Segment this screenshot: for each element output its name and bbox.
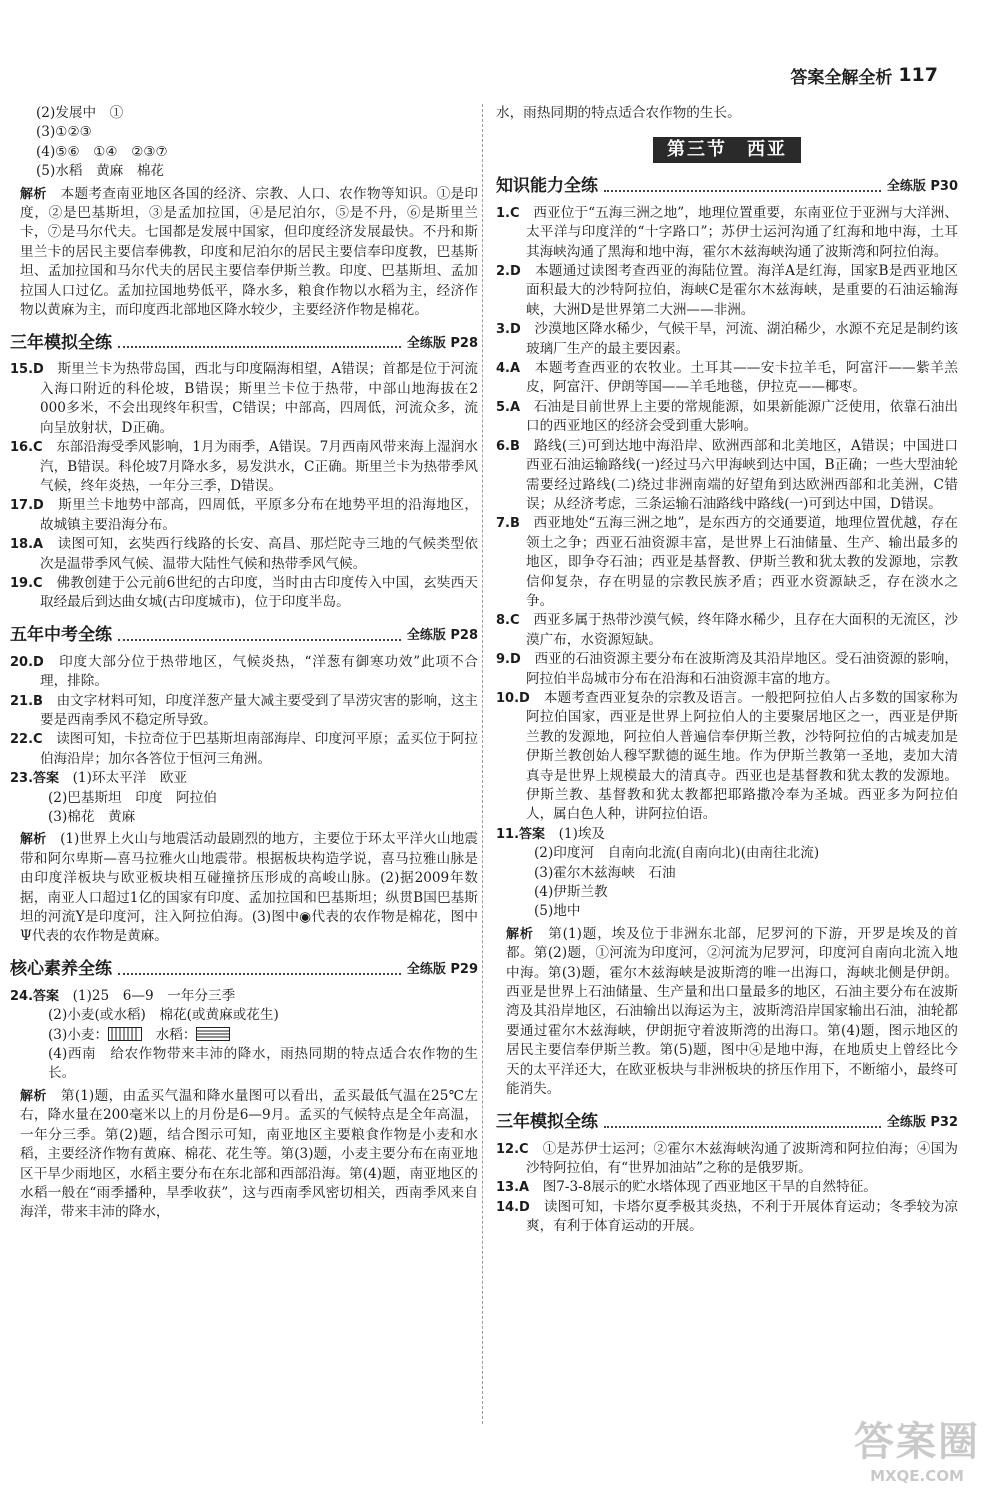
question-text: 西亚地处“五海三洲之地”，是东西方的交通要道，地理位置优越，存在领土之争；西亚石油资源丰富，是世界上石油储量、生产、输出最多的地区，即争夺石油；西亚是基督教、伊斯兰教和犹太教的发源地，宗教信仰复杂，存在明显的宗教民族矛盾；西亚水资源缺乏，存在淡水之争。 [526, 515, 958, 609]
section-title: 知识能力全练 [496, 176, 598, 197]
explain-text: 本题考查南亚地区各国的经济、宗教、人口、农作物等知识。①是印度，②是巴基斯坦，③是孟加拉国，④是尼泊尔，⑤是不丹，⑥是斯里兰卡，⑦是马尔代夫。七国都是发展中国家，但印度经济发展最快。不丹和斯里兰卡的居民主要信奉佛教，印度和尼泊尔的居民主要信奉印度教，巴基斯坦、孟加拉国和马尔代夫的居民主要信奉伊斯兰教。印度、巴基斯坦、孟加拉国人口过亿。孟加拉国地势低平，降水多，粮食作物以水稻为主，经济作物以黄麻为主，而印度西北部地区降水较少，主要经济作物是棉花。 [20, 185, 479, 319]
question-item [10, 535, 478, 574]
section-header [10, 622, 478, 646]
page-number: 117 [898, 64, 938, 86]
question-number: 4.A [496, 361, 521, 377]
question-number: 10.D [496, 690, 530, 706]
explain-label: 解析 [20, 832, 47, 848]
question-number: 18.A [10, 537, 44, 553]
question-item [496, 359, 958, 398]
question-item [496, 689, 958, 825]
question-item [10, 769, 478, 788]
question-item [496, 650, 958, 689]
question-item [496, 1140, 958, 1179]
question-item [496, 825, 958, 844]
question-number: 19.C [10, 575, 43, 591]
explanation [10, 185, 478, 321]
question-number: 13.A [496, 1180, 530, 1196]
section-header [496, 1109, 958, 1133]
section-title: 三年模拟全练 [10, 333, 112, 354]
question-text: 读图可知，玄奘西行线路的长安、高昌、那烂陀寺三地的气候类型依次是温带季风气候、温带大陆性气候和热带季风气候。 [40, 536, 479, 572]
answer-line: (5)水稻 黄麻 棉花 [36, 163, 165, 180]
question-text: 东部沿海受季风影响，1月为雨季，A错误。7月西南风带来海上湿润水汽，B错误。科伦坡7月降水多，易发洪水，C正确。斯里兰卡为热带季风气候，终年炎热，一年分三季，D错误。 [40, 439, 478, 494]
explain-label: 解析 [506, 926, 534, 942]
question-text: 路线(三)可到达地中海沿岸、欧洲西部和北美地区，A错误；中国进口西亚石油运输路线(一)经过马六甲海峡到达中国，B正确；一些大型油轮需要经过路线(二)绕过非洲南端的好望角到达欧洲西部和北美洲，C错误；从经济考虑，三条运输石油路线中路线(一)可到达中国，D错误。 [526, 437, 959, 512]
question-number: 20.D [10, 654, 44, 670]
question-text: ①是苏伊士运河；②霍尔木兹海峡沟通了波斯湾和阿拉伯海；④国为沙特阿拉伯，有“世界加油站”之称的是俄罗斯。 [526, 1140, 959, 1176]
question-text: 由文字材料可知，印度洋葱产量大减主要受到了旱涝灾害的影响，这主要是西南季风不稳定所导致。 [40, 692, 479, 728]
question-text: 西亚的石油资源主要分布在波斯湾及其沿岸地区。受石油资源的影响，阿拉伯半岛城市分布在沿海和石油资源丰富的地方。 [526, 651, 958, 687]
question-item [10, 574, 478, 613]
explanation [10, 1087, 478, 1223]
carry-over-text: 水，雨热同期的特点适合农作物的生长。 [496, 105, 741, 121]
question-item [496, 611, 958, 650]
explanation [10, 830, 478, 946]
left-column [10, 104, 478, 1223]
section-header [10, 329, 478, 353]
question-text: 石油是目前世界上主要的常规能源，如果新能源广泛使用，依靠石油出口的西亚地区的经济会受到重大影响。 [526, 398, 959, 435]
question-item [496, 204, 958, 262]
question-text: 印度大部分位于热带地区，气候炎热，“洋葱有御寒功效”此项不合理，排除。 [40, 653, 478, 690]
leader-dots [604, 1126, 881, 1128]
question-text: 本题考查西亚复杂的宗教及语言。一般把阿拉伯人占多数的国家称为阿拉伯国家，西亚是世界上阿拉伯人的主要聚居地区之一，西亚是伊斯兰教的发源地，阿拉伯人普遍信奉伊斯兰教，沙特阿拉伯的古城麦加是伊斯兰教创始人穆罕默德的诞生地。作为伊斯兰教第一圣地，麦加大清真寺是世界上规模最大的清真寺。西亚也是基督教和犹太教的发源地。伊斯兰教、基督教和犹太教都把耶路撒冷奉为圣城。西亚多为阿拉伯人，属白色人种，讲阿拉伯语。 [526, 689, 958, 823]
question-text: 斯里兰卡地势中部高，四周低，平原多分布在地势平坦的沿海地区，故城镇主要沿海分布。 [40, 497, 479, 533]
answer-line: (2)巴基斯坦 印度 阿拉伯 [48, 789, 217, 806]
answer-line: (3)棉花 黄麻 [48, 809, 136, 825]
right-column [496, 104, 958, 1237]
answer-line: (3)霍尔木兹海峡 石油 [534, 864, 676, 881]
section-title: 五年中考全练 [10, 625, 112, 646]
watermark-logo [842, 1410, 992, 1490]
section-title: 核心素养全练 [10, 959, 112, 980]
question-number: 21.B [10, 693, 43, 709]
answer-line: (1)25 6—9 一年分三季 [72, 987, 236, 1004]
chapter-heading [496, 137, 958, 162]
question-number: 11.答案 [496, 826, 546, 842]
answer-line: (3)①②③ [36, 124, 92, 141]
question-item [496, 398, 958, 437]
answer-line: (5)地中 [534, 903, 581, 920]
answer-mid: 水稻： [142, 1026, 197, 1043]
leader-dots [118, 639, 401, 641]
wheat-pattern-icon [108, 1027, 142, 1041]
answer-line: (2)小麦(或水稻) 棉花(或黄麻或花生) [48, 1007, 279, 1024]
explain-text: (1)世界上火山与地震活动最剧烈的地方，主要位于环太平洋火山地震带和阿尔卑斯—喜马拉雅火山地震带。根据板块构造学说，喜马拉雅山脉是由印度洋板块与欧亚板块相互碰撞挤压形成的高峻山脉。(2)据2009年数据，南亚人口超过1亿的国家有印度、孟加拉国和巴基斯坦；纵贯B国巴基斯坦的河流Y是印度河，注入阿拉伯海。(3)图中◉代表的农作物是棉花，图中Ψ代表的农作物是黄麻。 [20, 831, 478, 945]
question-text: 斯里兰卡为热带岛国，西北与印度隔海相望，A错误；首都是位于河流入海口附近的科伦坡，B错误；斯里兰卡位于热带，中部山地海拔在2 000多米，不会出现终年积雪，C错误；中部高，四周低，河流众多，流向呈放射状，D正确。 [40, 361, 478, 436]
leader-dots [118, 973, 401, 975]
question-number: 7.B [496, 516, 520, 532]
column-divider [482, 104, 483, 1424]
question-text: 佛教创建于公元前6世纪的古印度，当时由古印度传入中国，玄奘西天取经最后到达曲女城(古印度城市)，位于印度半岛。 [40, 574, 478, 611]
section-ref: 全练版 P28 [406, 336, 478, 352]
question-text: 读图可知，卡拉奇位于巴基斯坦南部海岸、印度河平原；孟买位于阿拉伯海沿岸；加尔各答位于恒河三角洲。 [40, 731, 479, 767]
answer-line: (2)印度河 自南向北流(自南向北)(由南往北流) [534, 845, 820, 862]
question-item [496, 262, 958, 320]
question-text: 读图可知，卡塔尔夏季极其炎热，不利于开展体育运动；冬季较为凉爽，有利于体育运动的开展。 [526, 1198, 958, 1235]
question-number: 2.D [496, 264, 521, 280]
question-item [496, 1198, 958, 1237]
question-number: 6.B [496, 438, 520, 454]
question-item [10, 987, 478, 1006]
section-ref: 全练版 P32 [886, 1115, 958, 1131]
question-number: 15.D [10, 362, 44, 378]
chapter-title: 第三节 西亚 [653, 137, 801, 162]
answer-line: (1)环太平洋 欧亚 [72, 770, 188, 787]
question-number: 5.A [496, 399, 521, 415]
explain-label: 解析 [20, 186, 47, 202]
leader-dots [604, 190, 881, 192]
question-number: 1.C [496, 205, 520, 221]
leader-dots [118, 346, 401, 348]
answer-line: (1)埃及 [558, 825, 606, 842]
question-item [10, 438, 478, 496]
question-number: 16.C [10, 440, 43, 456]
question-number: 24.答案 [10, 988, 60, 1004]
question-number: 17.D [10, 498, 44, 514]
question-item [10, 496, 478, 535]
section-ref: 全练版 P29 [406, 962, 478, 978]
question-number: 8.C [496, 613, 520, 629]
section-ref: 全练版 P28 [406, 628, 478, 644]
question-text: 西亚位于“五海三洲之地”，地理位置重要，东南亚位于亚洲与大洋洲、太平洋与印度洋的“十字路口”；苏伊士运河沟通了红海和地中海，土耳其海峡沟通了黑海和地中海，霍尔木兹海峡沟通了波斯湾和阿拉伯海。 [526, 204, 959, 260]
answer-line: (4)伊斯兰教 [534, 884, 608, 901]
page-header [790, 62, 938, 88]
question-number: 12.C [496, 1141, 529, 1157]
watermark-domain: MXQE.COM [870, 1467, 964, 1485]
question-number: 9.D [496, 652, 521, 668]
question-text: 西亚多属于热带沙漠气候，终年降水稀少，且存在大面积的无流区，沙漠广布，水资源短缺。 [526, 612, 958, 648]
question-item [496, 514, 958, 611]
question-text: 沙漠地区降水稀少，气候干旱，河流、湖泊稀少，水源不充足是制约该玻璃厂生产的最主要因素。 [526, 321, 958, 357]
section-title: 三年模拟全练 [496, 1112, 598, 1133]
question-item [10, 653, 478, 692]
header-label: 答案全解全析 [790, 67, 893, 88]
question-text: 图7-3-8展示的贮水塔体现了西亚地区干旱的自然特征。 [542, 1179, 877, 1196]
question-item [496, 320, 958, 359]
explain-label: 解析 [20, 1088, 47, 1104]
answer-prefix: (3)小麦： [48, 1026, 109, 1043]
answer-line: (2)发展中 ① [36, 105, 124, 121]
question-item [10, 730, 478, 769]
explain-text: 第(1)题，埃及位于非洲东北部，尼罗河的下游，开罗是埃及的首都。第(2)题，①河流为印度河，②河流为尼罗河，印度河自南向北流入地中海。第(3)题，霍尔木兹海峡是波斯湾的唯一出海口，海峡北侧是伊朗。西亚是世界上石油储量、生产量和出口量最多的地区，石油主要分布在波斯湾及其沿岸地区，石油输出以海运为主，波斯湾沿岸国家输出石油，油轮都要通过霍尔木兹海峡，伊朗扼守着波斯湾的出海口。第(4)题，图示地区的居民主要信奉伊斯兰教。第(5)题，图中④是地中海，在地质史上曾经比今天的太平洋还大，在欧亚板块与非洲板块的挤压作用下，不断缩小，最终可能消失。 [506, 925, 958, 1098]
question-item [10, 692, 478, 731]
question-text: 本题考查西亚的农牧业。土耳其——安卡拉羊毛，阿富汗——紫羊羔皮，阿富汗、伊朗等国——羊毛地毯，伊拉克——椰枣。 [526, 360, 959, 396]
explanation [496, 925, 958, 1100]
answer-line [10, 1026, 478, 1045]
answer-line: (4)⑤⑥ ①④ ②③⑦ [36, 143, 168, 160]
answer-line: (4)西南 给农作物带来丰沛的降水，雨热同期的特点适合农作物的生长。 [48, 1046, 478, 1082]
section-header [10, 956, 478, 980]
question-number: 14.D [496, 1199, 530, 1215]
explain-text: 第(1)题，由孟买气温和降水量图可以看出，孟买最低气温在25℃左右，降水量在200毫米以上的月份是6—9月。孟买的气候特点是全年高温，一年分三季。第(2)题，结合图示可知，南亚地区主要粮食作物是小麦和水稻，主要经济作物有黄麻、棉花、花生等。第(3)题，小麦主要分布在南亚地区干旱少雨地区，水稻主要分布在东北部和西部沿海。第(4)题，南亚地区的水稻一般在“雨季播种，旱季收获”，这与西南季风密切相关，西南季风来自海洋，带来丰沛的降水， [20, 1087, 478, 1221]
question-number: 22.C [10, 732, 43, 748]
question-number: 3.D [496, 322, 521, 338]
rice-pattern-icon [196, 1027, 230, 1041]
question-item [496, 1178, 958, 1197]
question-number: 23.答案 [10, 771, 60, 787]
question-text: 本题通过读图考查西亚的海陆位置。海洋A是红海，国家B是西亚地区面积最大的沙特阿拉伯，海峡C是霍尔木兹海峡，是重要的石油运输海峡，大洲D是世界第二大洲——非洲。 [526, 263, 959, 318]
watermark-text: 答案圈 [854, 1419, 980, 1465]
question-item [10, 360, 478, 438]
section-header [496, 173, 958, 197]
question-item [496, 437, 958, 515]
section-ref: 全练版 P30 [886, 179, 958, 195]
